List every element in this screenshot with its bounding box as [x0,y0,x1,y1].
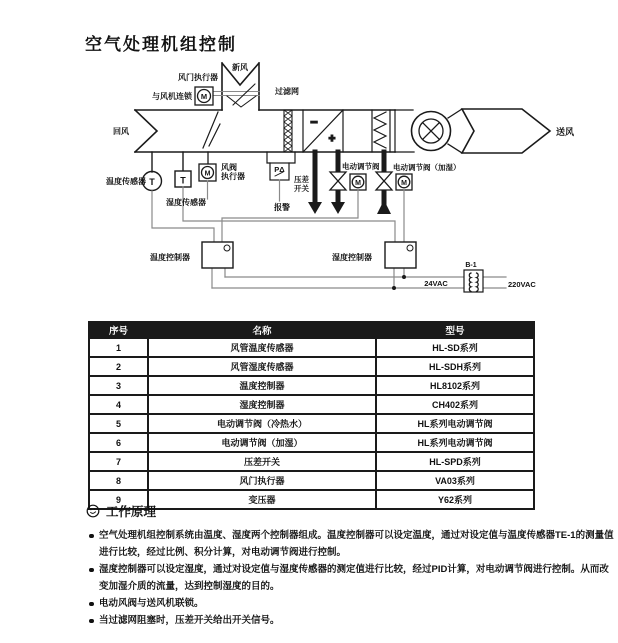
ahu-schematic [0,0,618,320]
temp-controller-box [202,242,233,268]
label-return-air: 回风 [113,127,129,136]
working-principle-title: 工作原理 [106,505,157,519]
label-temp-sensor: 温度传感器 [106,177,146,186]
svg-text:M: M [401,180,407,187]
label-24vac: 24VAC [424,279,448,288]
svg-text:PΔ: PΔ [274,165,285,174]
parts-table [88,321,535,510]
col-header-num: 序号 [89,322,148,338]
fresh-air-damper [213,84,259,107]
label-fresh-air: 新风 [232,63,248,72]
label-electric-valve-humid: 电动调节阀（加湿） [393,163,461,172]
label-damper-actuator: 风门执行器 [178,73,218,82]
label-diff-pressure: 压差 [294,175,309,184]
table-row: 4 湿度控制器 CH402系列 [89,395,534,414]
label-temp-controller: 温度控制器 [150,253,190,262]
working-principle-heading [86,502,156,520]
principle-bullet: 电动风阀与送风机联锁。 [88,595,614,612]
label-supply-air: 送风 [556,127,575,137]
table-row: 9 变压器 Y62系列 [89,490,534,509]
return-damper-actuator [199,152,216,199]
principle-bullet: 当过滤网阻塞时，压差开关给出开关信号。 [88,612,614,629]
table-header-row [89,322,534,338]
label-filter: 过滤网 [275,87,299,96]
label-air-valve-actuator: 风阀 [221,163,237,172]
principle-bullet: 空气处理机组控制系统由温度、湿度两个控制器组成。温度控制器可以设定温度，通过对设定值与温度传感器TE-1的测量值进行比较，经过比例、积分计算，对电动调节阀进行控制。 [88,527,614,561]
humidity-controller-box [385,242,416,268]
wire-junction-dot [392,286,396,290]
label-fan-interlock: 与风机连锁 [152,92,192,101]
humidifier-valve-assembly [376,152,412,214]
duct-humidity-sensor [175,152,191,187]
svg-text:M: M [204,170,211,178]
label-alarm: 报警 [274,203,290,212]
coil-pipe-supply [308,152,322,214]
humidifier-symbol [374,112,386,148]
label-transformer-tag: B-1 [465,262,477,269]
duct-outline [135,63,395,152]
page-title: 空气处理机组控制 [85,35,237,54]
label-air-valve-actuator: 执行器 [221,172,245,181]
coil-minus-sign: − [310,115,318,129]
table-row: 6 电动调节阀（加湿） HL系列电动调节阀 [89,433,534,452]
table-row: 3 温度控制器 HL8102系列 [89,376,534,395]
svg-text:M: M [200,92,208,101]
coil-plus-sign: + [328,133,336,145]
transformer-symbol [464,270,483,292]
col-header-model: 型号 [376,322,534,338]
label-diff-pressure: 开关 [294,184,309,193]
return-damper [203,112,220,148]
table-row: 5 电动调节阀（冷热水） HL系列电动调节阀 [89,414,534,433]
svg-text:T: T [149,177,155,187]
supply-fan [395,109,462,153]
table-row: 8 风门执行器 VA03系列 [89,471,534,490]
svg-text:M: M [355,180,361,187]
wire-junction-dot [402,275,406,279]
working-principle-list [88,527,614,629]
svg-text:T: T [180,175,186,186]
smiley-icon [86,504,100,518]
label-electric-valve: 电动调节阀 [342,162,380,171]
principle-bullet: 湿度控制器可以设定湿度，通过对设定值与湿度传感器的测定值进行比较，经过PID计算，对电动调节阀进行控制。从而改变加湿介质的流量，达到控制湿度的目的。 [88,561,614,595]
label-humidity-controller: 湿度控制器 [332,253,372,262]
table-row: 1 风管温度传感器 HL-SD系列 [89,338,534,357]
supply-air-arrow [462,109,550,153]
diff-pressure-switch [267,152,295,201]
filter-strip [284,110,292,152]
table-row: 7 压差开关 HL-SPD系列 [89,452,534,471]
label-220vac: 220VAC [508,280,536,289]
label-humidity-sensor: 湿度传感器 [166,198,206,207]
col-header-name: 名称 [148,322,376,338]
fresh-damper-actuator [195,87,213,105]
table-row: 2 风管湿度传感器 HL-SDH系列 [89,357,534,376]
